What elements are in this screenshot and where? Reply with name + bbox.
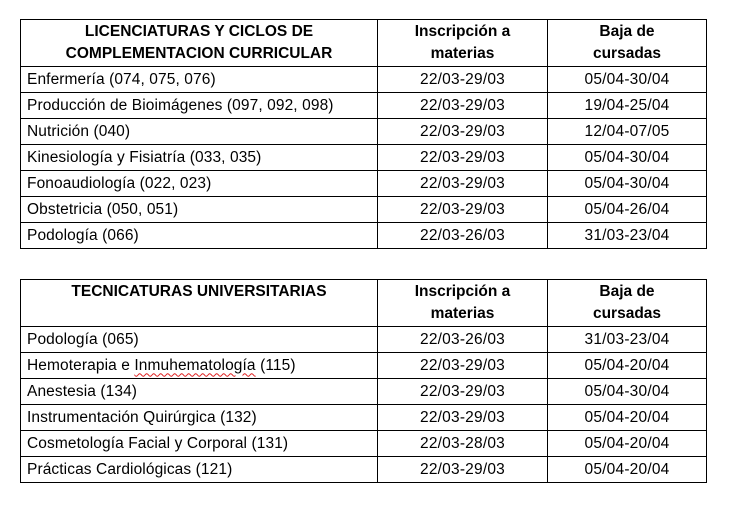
inscripcion-cell: 22/03-29/03: [378, 379, 548, 405]
table-row: [21, 457, 707, 483]
header-label-line: Baja de: [599, 283, 655, 300]
inscripcion-cell: 22/03-29/03: [378, 67, 548, 93]
table-row: [21, 119, 707, 145]
career-column-header: [21, 280, 378, 327]
inscripcion-column-header: [378, 20, 548, 67]
baja-cell: 05/04-26/04: [548, 197, 707, 223]
inscripcion-cell: 22/03-29/03: [378, 457, 548, 483]
inscripcion-cell: 22/03-29/03: [378, 145, 548, 171]
tecnicaturas-table: [20, 279, 707, 483]
licenciaturas-table: [20, 19, 707, 249]
table-row: [21, 431, 707, 457]
baja-cell: 12/04-07/05: [548, 119, 707, 145]
inscripcion-cell: 22/03-29/03: [378, 353, 548, 379]
career-cell: Podología (066): [21, 223, 378, 249]
spellcheck-underlined-word: Inmuhematología: [134, 356, 256, 374]
header-label-line: Baja de: [599, 23, 655, 40]
inscripcion-cell: 22/03-29/03: [378, 93, 548, 119]
career-column-header: [21, 20, 378, 67]
baja-cell: 05/04-30/04: [548, 379, 707, 405]
baja-cell: 05/04-20/04: [548, 405, 707, 431]
baja-column-header: [548, 280, 707, 327]
career-cell: Anestesia (134): [21, 379, 378, 405]
career-cell: Podología (065): [21, 327, 378, 353]
baja-cell: 05/04-30/04: [548, 67, 707, 93]
table-row: [21, 67, 707, 93]
table-header-row: [21, 280, 707, 327]
career-cell: Kinesiología y Fisiatría (033, 035): [21, 145, 378, 171]
inscripcion-column-header: [378, 280, 548, 327]
inscripcion-cell: 22/03-29/03: [378, 171, 548, 197]
table-row: [21, 379, 707, 405]
header-title-line: COMPLEMENTACION CURRICULAR: [65, 45, 333, 62]
header-label-line: materias: [430, 305, 495, 322]
career-cell: Instrumentación Quirúrgica (132): [21, 405, 378, 431]
baja-cell: 05/04-20/04: [548, 457, 707, 483]
inscripcion-cell: 22/03-29/03: [378, 119, 548, 145]
table-header-row: [21, 20, 707, 67]
inscripcion-cell: 22/03-26/03: [378, 223, 548, 249]
baja-cell: 31/03-23/04: [548, 327, 707, 353]
baja-cell: 31/03-23/04: [548, 223, 707, 249]
inscripcion-cell: 22/03-29/03: [378, 405, 548, 431]
table-row: [21, 93, 707, 119]
header-label-line: materias: [430, 45, 495, 62]
career-text: Hemoterapia e: [27, 356, 135, 374]
table-row: [21, 197, 707, 223]
career-cell: Cosmetología Facial y Corporal (131): [21, 431, 378, 457]
baja-cell: 05/04-20/04: [548, 431, 707, 457]
table-row: [21, 145, 707, 171]
career-cell: Fonoaudiología (022, 023): [21, 171, 378, 197]
inscripcion-cell: 22/03-28/03: [378, 431, 548, 457]
table-row: [21, 405, 707, 431]
header-label-line: cursadas: [592, 305, 662, 322]
header-label-line: Inscripción a: [414, 283, 511, 300]
header-label-line: Inscripción a: [414, 23, 511, 40]
table-row: [21, 327, 707, 353]
baja-column-header: [548, 20, 707, 67]
inscripcion-cell: 22/03-29/03: [378, 197, 548, 223]
baja-cell: 05/04-30/04: [548, 171, 707, 197]
career-cell: Producción de Bioimágenes (097, 092, 098): [21, 93, 378, 119]
baja-cell: 05/04-30/04: [548, 145, 707, 171]
table-row: [21, 171, 707, 197]
header-title-line: LICENCIATURAS Y CICLOS DE: [84, 23, 314, 40]
header-label-line: cursadas: [592, 45, 662, 62]
career-cell: [21, 353, 378, 379]
table-row: [21, 223, 707, 249]
table-row: [21, 353, 707, 379]
baja-cell: 19/04-25/04: [548, 93, 707, 119]
career-cell: Enfermería (074, 075, 076): [21, 67, 378, 93]
career-cell: Prácticas Cardiológicas (121): [21, 457, 378, 483]
baja-cell: 05/04-20/04: [548, 353, 707, 379]
career-cell: Obstetricia (050, 051): [21, 197, 378, 223]
header-title-line: TECNICATURAS UNIVERSITARIAS: [71, 283, 327, 300]
inscripcion-cell: 22/03-26/03: [378, 327, 548, 353]
career-cell: Nutrición (040): [21, 119, 378, 145]
career-text: (115): [255, 356, 296, 374]
